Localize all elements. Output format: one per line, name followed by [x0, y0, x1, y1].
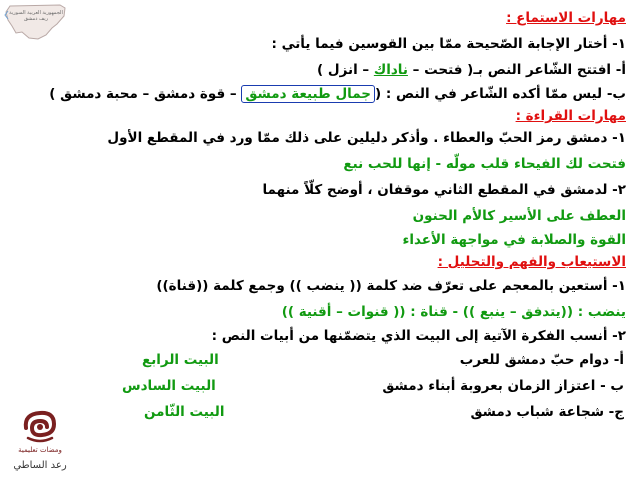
reading-answer-2a: العطف على الأسير كالأم الحنون [412, 208, 626, 224]
logo-mark-icon [20, 408, 60, 446]
item-a-answer: ناداك [373, 62, 408, 78]
comprehension-question-1: ١- أستعين بالمعجم على تعرّف ضد كلمة (( ينضب )) وجمع كلمة ((قناة)) [156, 278, 626, 294]
item-a-prefix: أ- افتتح الشّاعر النص بـ( فتحت – [407, 62, 626, 78]
idea-text: ج- شجاعة شباب دمشق [470, 404, 624, 420]
logo-tagline: ومضات تعليمية [18, 446, 62, 454]
idea-answer: البيت الثّامن [144, 404, 225, 420]
idea-answer: البيت السادس [122, 378, 216, 394]
listening-item-b [14, 84, 626, 104]
author-logo [2, 408, 78, 478]
logo-name: رعد الساطي [13, 460, 67, 471]
item-a-suffix: – انزل ) [317, 62, 374, 78]
idea-text: ب - اعتزاز الزمان بعروبة أبناء دمشق [382, 378, 624, 394]
listening-question-1: ١- أختار الإجابة الصّحيحة ممّا بين القوسين فيما يأتي : [271, 36, 626, 52]
reading-heading: مهارات القراءة : [515, 108, 626, 124]
list-item [14, 376, 624, 396]
list-item [14, 402, 624, 422]
item-b-answer: جمال طبيعة دمشق [245, 86, 372, 102]
comprehension-heading: الاستيعاب والفهم والتحليل : [437, 254, 626, 270]
reading-answer-1: فتحت لك الفيحاء قلب مولّه - إنها للحب نبع [343, 156, 626, 172]
item-b-suffix: – قوة دمشق – محبة دمشق ) [49, 86, 242, 102]
listening-item-a [14, 60, 626, 80]
idea-text: أ- دوام حبّ دمشق للعرب [459, 352, 624, 368]
comprehension-question-2: ٢- أنسب الفكرة الآتية إلى البيت الذي يتضمّنها من أبيات النص : [211, 328, 626, 344]
listening-heading: مهارات الاستماع : [506, 10, 626, 26]
map-caption: الجمهورية العربية السورية ريف دمشق [9, 10, 63, 22]
reading-question-1: ١- دمشق رمز الحبّ والعطاء . وأذكر دليلين على ذلك ممّا ورد في المقطع الأول [107, 130, 626, 146]
reading-question-2: ٢- لدمشق في المقطع الثاني موقفان ، أوضح كلّاً منهما [262, 182, 626, 198]
list-item [14, 350, 624, 370]
reading-answer-2b: القوة والصلابة في مواجهة الأعداء [402, 232, 626, 248]
idea-answer: البيت الرابع [142, 352, 219, 368]
comprehension-answer-1: ينضب : ((يتدفق – ينبع )) - قناة : (( قنوات – أقنية )) [281, 304, 626, 320]
item-b-prefix: ب- ليس ممّا أكده الشّاعر في النص : ( [375, 86, 626, 102]
